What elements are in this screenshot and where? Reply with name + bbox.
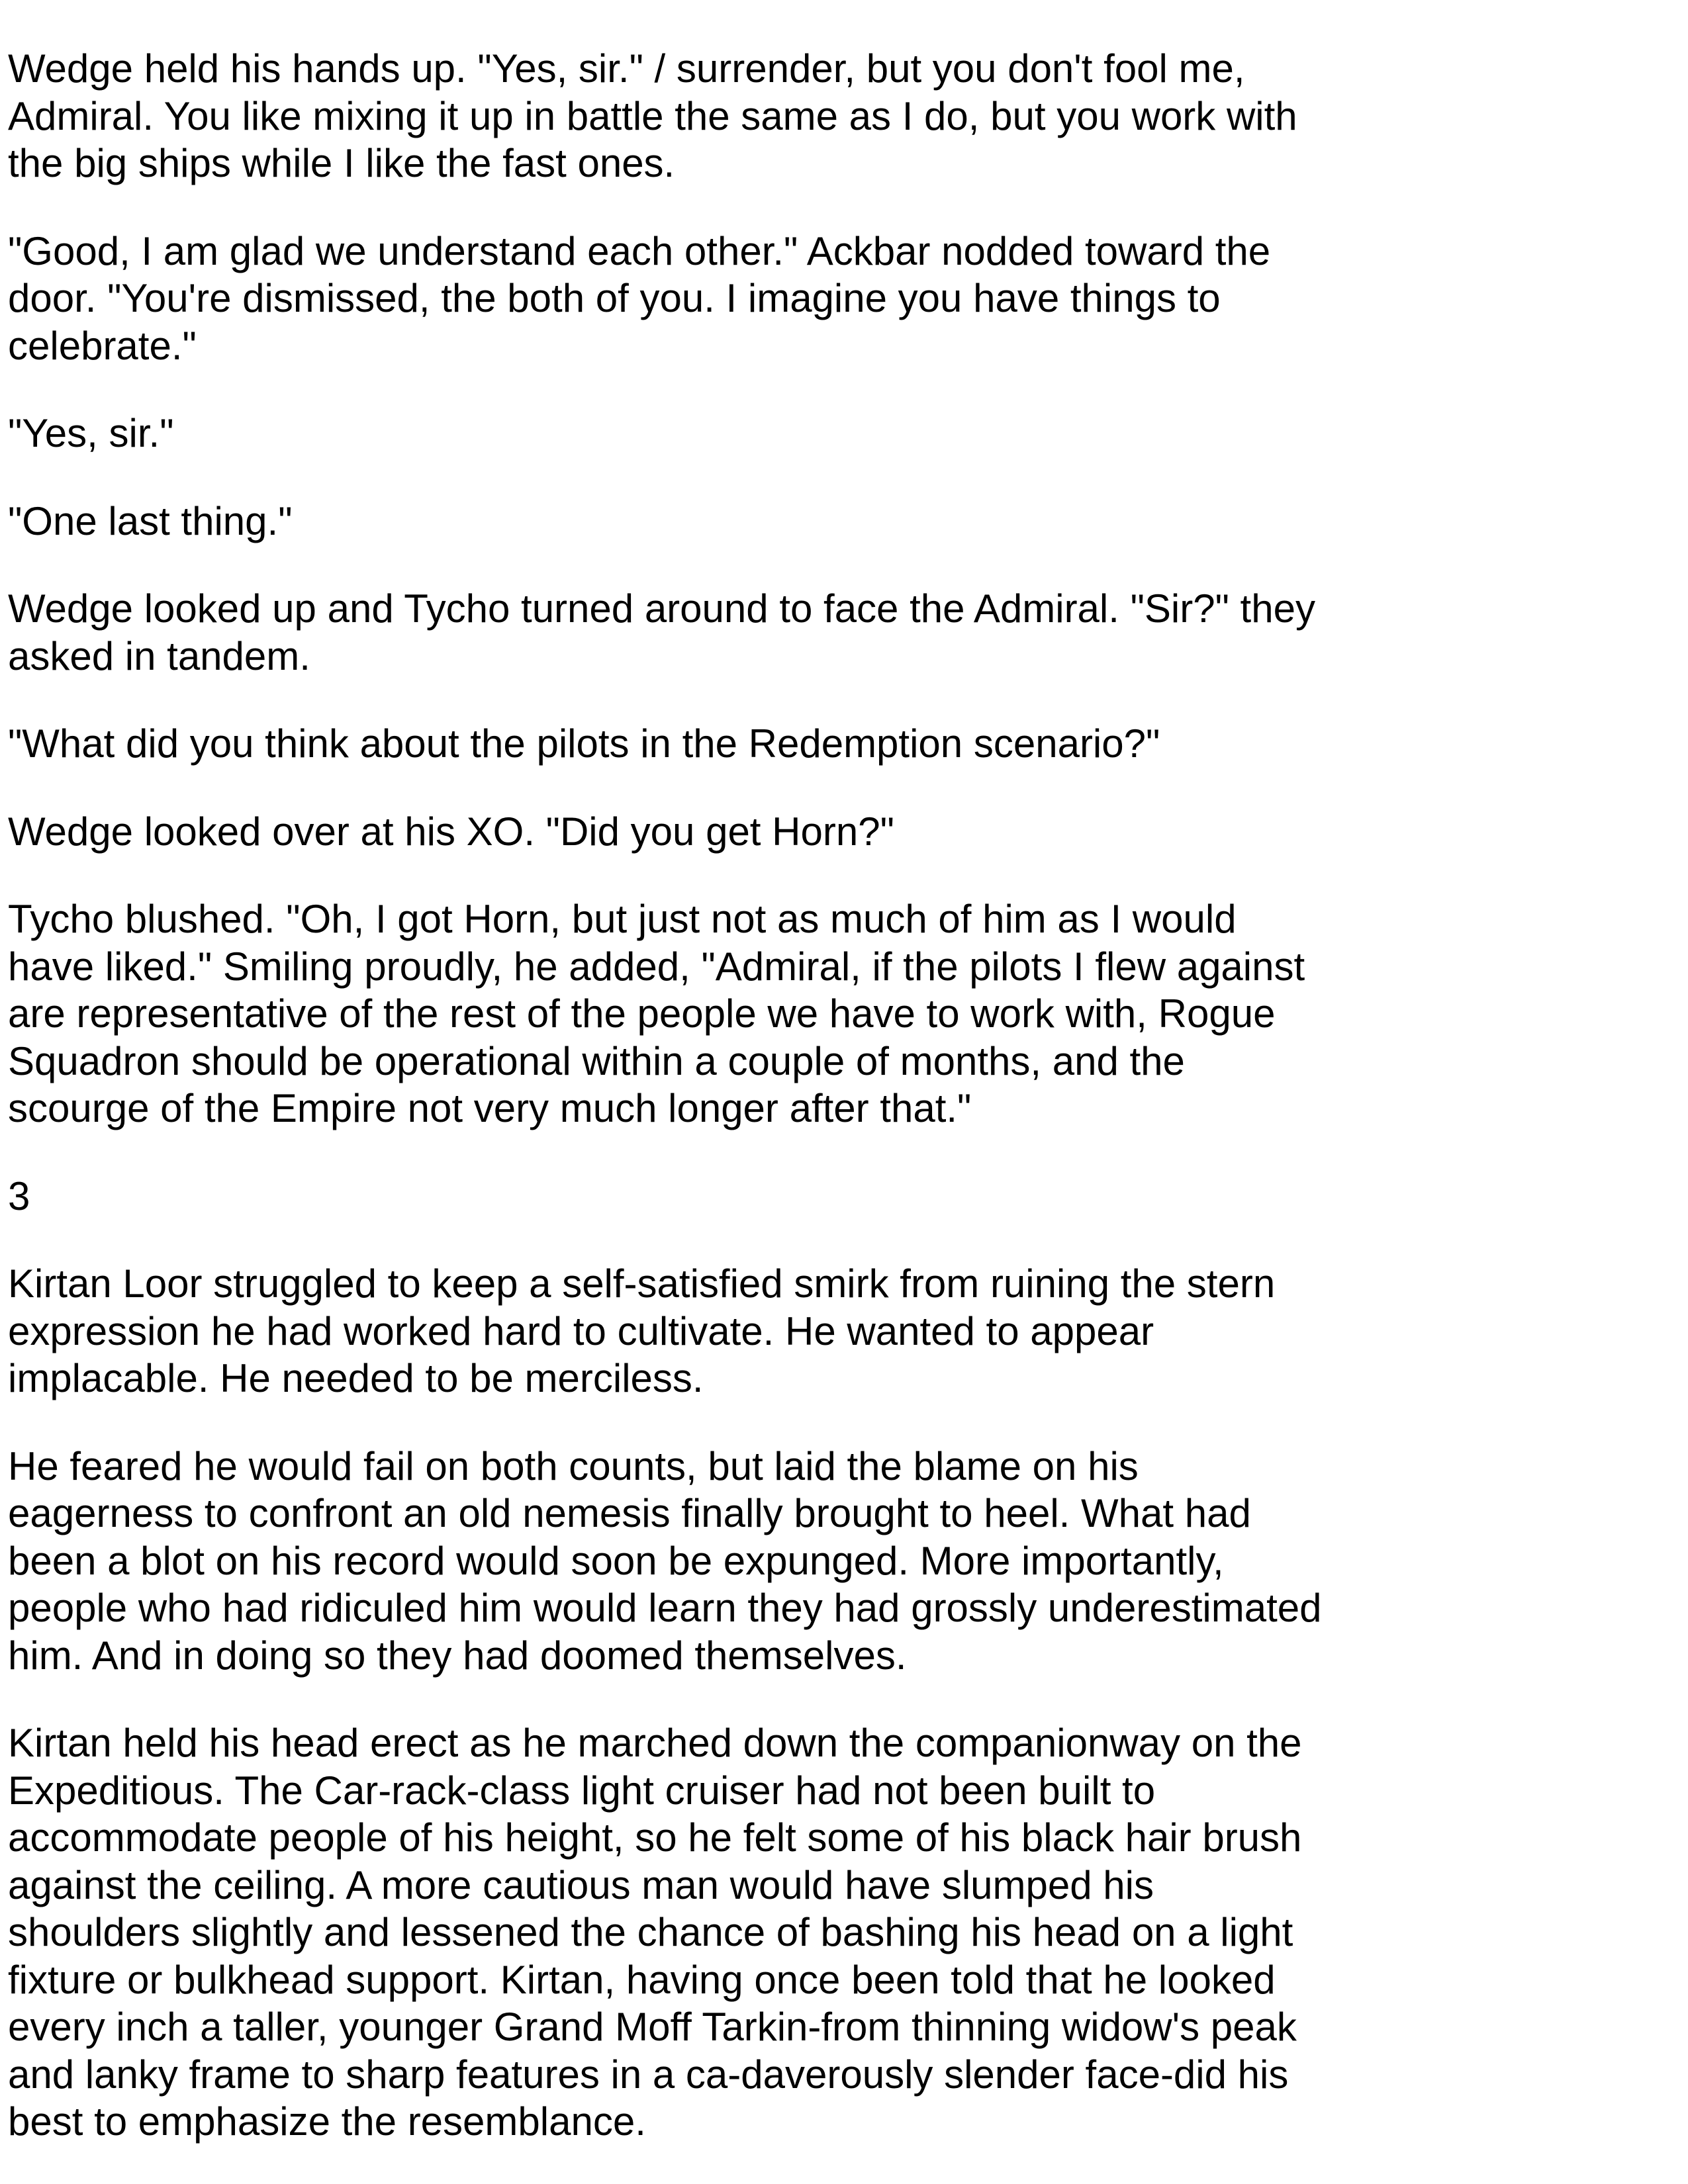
text-line: against the ceiling. A more cautious man would have slumped his [8,1862,1154,1907]
text-line: celebrate." [8,323,197,368]
text-line: 3 [8,1173,30,1218]
text-line: "What did you think about the pilots in the Redemption scenario?" [8,721,1160,766]
text-line: Squadron should be operational within a couple of months, and the [8,1038,1185,1083]
paragraph [8,585,1358,680]
text-line: best to emphasize the resemblance. [8,2099,646,2144]
text-line: have liked." Smiling proudly, he added, "Admiral, if the pilots I flew against [8,944,1305,989]
paragraph [8,895,1358,1132]
chapter-number [8,1173,1358,1220]
text-line: and lanky frame to sharp features in a ca-daverously slender face-did his [8,2052,1289,2097]
text-line: Tycho blushed. "Oh, I got Horn, but just not as much of him as I would [8,897,1237,941]
paragraph [8,498,1358,545]
text-line: people who had ridiculed him would learn they had grossly underestimated [8,1586,1322,1630]
paragraph [8,720,1358,768]
text-line: asked in tandem. [8,633,310,678]
text-line: are representative of the rest of the people we have to work with, Rogue [8,991,1276,1036]
text-line: He feared he would fail on both counts, but laid the blame on his [8,1443,1139,1488]
text-line: Wedge looked up and Tycho turned around to face the Admiral. "Sir?" they [8,586,1315,631]
paragraph [8,1719,1358,2146]
text-line: Kirtan held his head erect as he marched down the companionway on the [8,1721,1302,1765]
text-line: "Good, I am glad we understand each other." Ackbar nodded toward the [8,228,1271,273]
text-line: Expeditious. The Car-rack-class light cruiser had not been built to [8,1768,1156,1813]
text-line: Admiral. You like mixing it up in battle the same as I do, but you work with [8,93,1297,138]
text-line: scourge of the Empire not very much longer after that." [8,1086,972,1130]
text-line: "Yes, sir." [8,411,174,455]
text-line: every inch a taller, younger Grand Moff Tarkin-from thinning widow's peak [8,2005,1297,2049]
text-line: been a blot on his record would soon be expunged. More importantly, [8,1538,1224,1583]
paragraph [8,1443,1358,1680]
paragraph [8,410,1358,457]
paragraph [8,808,1358,856]
paragraph [8,1260,1358,1402]
text-line: Kirtan Loor struggled to keep a self-satisfied smirk from ruining the stern [8,1261,1276,1306]
text-line: implacable. He needed to be merciless. [8,1356,704,1400]
text-line: eagerness to confront an old nemesis finally brought to heel. What had [8,1491,1251,1535]
text-line: door. "You're dismissed, the both of you. I imagine you have things to [8,276,1221,320]
text-line: the big ships while I like the fast ones. [8,141,675,185]
text-line: accommodate people of his height, so he felt some of his black hair brush [8,1815,1302,1860]
text-line: fixture or bulkhead support. Kirtan, having once been told that he looked [8,1957,1276,2002]
text-line: shoulders slightly and lessened the chance of bashing his head on a light [8,1910,1293,1954]
text-line: Wedge looked over at his XO. "Did you get Horn?" [8,809,894,854]
paragraph [8,228,1358,370]
text-line: Wedge held his hands up. "Yes, sir." / surrender, but you don't fool me, [8,46,1245,91]
paragraph [8,45,1358,187]
text-line: him. And in doing so they had doomed themselves. [8,1633,907,1678]
text-line: expression he had worked hard to cultivate. He wanted to appear [8,1308,1154,1353]
document-page [8,45,1358,2146]
text-line: "One last thing." [8,498,293,543]
